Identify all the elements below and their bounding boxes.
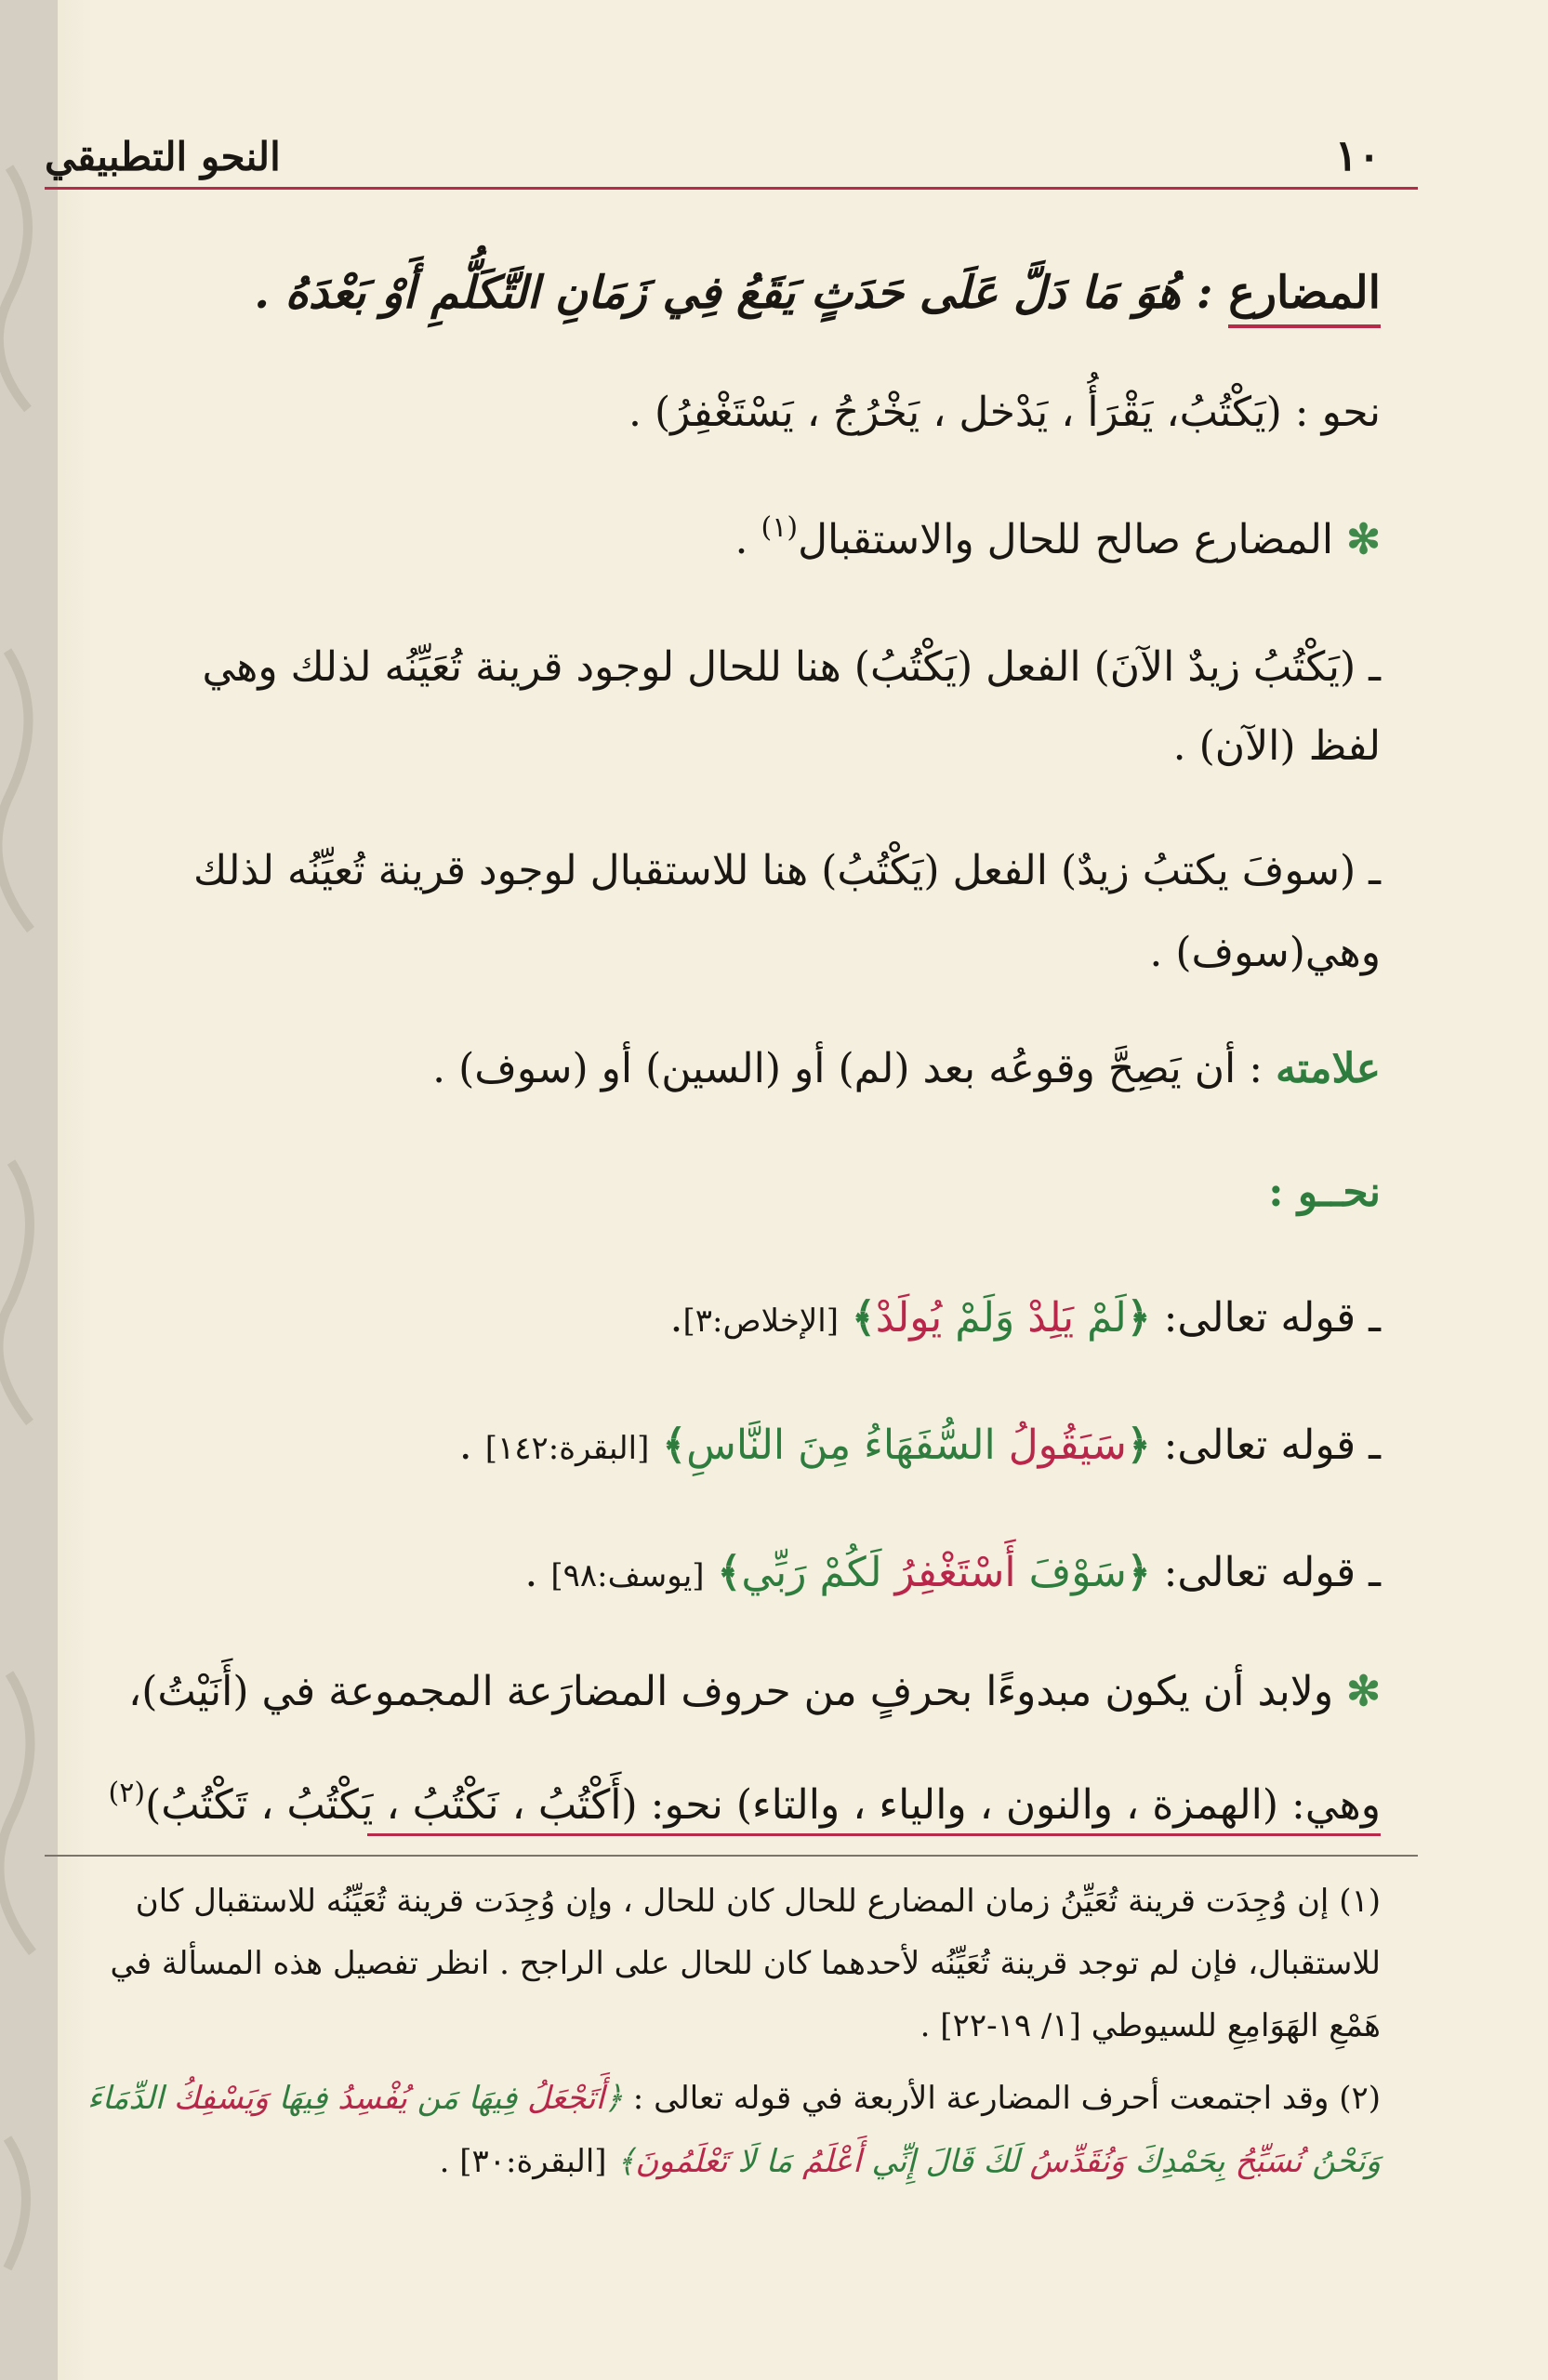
running-header bbox=[45, 130, 1418, 188]
fn-verse-part: وَنَحْنُ bbox=[1302, 2143, 1381, 2180]
star-icon: ✻ bbox=[1346, 1668, 1381, 1715]
header-rule bbox=[45, 187, 1418, 190]
definition-term: المضارع bbox=[1228, 267, 1381, 328]
verse-part: لَمْ bbox=[1074, 1294, 1127, 1342]
fn-verse-part: فِيهَا bbox=[268, 2080, 338, 2117]
page-number: ١٠ bbox=[1334, 130, 1381, 180]
note-1 bbox=[45, 500, 1381, 568]
verse-prefix: ـ قوله تعالى: bbox=[1150, 1294, 1381, 1342]
verse-open-bracket: ﴿ bbox=[1126, 1549, 1151, 1596]
note-2-line-1 bbox=[45, 1664, 1381, 1720]
verse-prefix: ـ قوله تعالى: bbox=[1150, 1549, 1381, 1596]
verse-end: . bbox=[524, 1549, 551, 1596]
verse-part: يُولَدْ bbox=[875, 1294, 943, 1342]
footnote-2-line-1 bbox=[45, 2073, 1381, 2123]
footnote-ref-2[interactable]: (٢) bbox=[108, 1777, 146, 1809]
example-3-line-1: ـ (سوفَ يكتبُ زيدٌ) الفعل (يَكْتُبُ) هنا للاستقبال لوجود قرينة تُعيِّنُه لذلك bbox=[193, 847, 1381, 894]
footnote-2-line-2 bbox=[45, 2136, 1381, 2187]
footnote-2-end: . bbox=[439, 2143, 460, 2180]
verse-open-bracket: ﴿ bbox=[1126, 1421, 1151, 1469]
verse-part: أَسْتَغْفِرُ bbox=[894, 1549, 1016, 1596]
fn-verse-part: أَتَجْعَلُ bbox=[527, 2080, 605, 2117]
example-2-line-1: ـ (يَكْتُبُ زيدٌ الآنَ) الفعل (يَكْتُبُ) هنا للحال لوجود قرينة تُعَيِّنُه لذلك وهي bbox=[202, 643, 1381, 691]
fn-verse-part: الدِّمَاءَ bbox=[86, 2080, 174, 2117]
verse-close-bracket: ﴾ bbox=[717, 1549, 742, 1596]
verse-open-bracket: ﴿ bbox=[1126, 1294, 1151, 1342]
fn-verse-part: أَعْلَمُ bbox=[802, 2143, 862, 2180]
verse-part: سَيَقُولُ bbox=[1008, 1421, 1127, 1469]
nahw-label: نحــو : bbox=[1268, 1169, 1381, 1216]
verse-close-bracket: ﴾ bbox=[852, 1294, 876, 1342]
fn-verse-part: بِحَمْدِكَ bbox=[1124, 2143, 1236, 2180]
footnote-2-prefix: (٢) وقد اجتمعت أحرف المضارعة الأربعة في قوله تعالى : bbox=[623, 2080, 1381, 2117]
verse-end: . bbox=[458, 1421, 485, 1469]
fn-verse-part: ﴾ bbox=[616, 2143, 636, 2180]
verse-part: يَلِدْ bbox=[1027, 1294, 1075, 1342]
footnote-1-line-3: هَمْعِ الهَوَامِعِ للسيوطي [١/ ١٩-٢٢] . bbox=[920, 2007, 1381, 2044]
note-1-end: . bbox=[734, 516, 761, 563]
example-3-line-2: وهي(سوف) . bbox=[1149, 929, 1381, 976]
example-2-line-2: لفظ (الآن) . bbox=[1172, 722, 1381, 770]
fn-verse-part: وَنُقَدِّسُ bbox=[1029, 2143, 1125, 2180]
footnote-2-ref: [البقرة:٣٠] bbox=[459, 2143, 607, 2180]
verse-3 bbox=[45, 1545, 1381, 1604]
verse-reference: [الإخلاص:٣] bbox=[682, 1302, 840, 1340]
verse-reference: [يوسف:٩٨] bbox=[550, 1557, 705, 1594]
verse-part: وَلَمْ bbox=[942, 1294, 1028, 1342]
sign-text: : أن يَصِحَّ وقوعُه بعد (لم) أو (السين) أو (سوف) . bbox=[432, 1045, 1277, 1092]
verse-1 bbox=[45, 1290, 1381, 1349]
verse-end: . bbox=[669, 1294, 683, 1342]
verse-part: سَوْفَ bbox=[1015, 1549, 1127, 1596]
star-icon: ✻ bbox=[1346, 516, 1381, 563]
note-2-line-2 bbox=[45, 1765, 1381, 1833]
definition-colon: : bbox=[1181, 267, 1229, 319]
note-1-text: المضارع صالح للحال والاستقبال bbox=[798, 516, 1334, 563]
sign-line bbox=[45, 1041, 1381, 1097]
footnote-1-line-2: للاستقبال، فإن لم توجد قرينة تُعَيِّنُه لأحدهما كان للحال على الراجح . انظر تفصيل هذه المسألة في bbox=[110, 1945, 1381, 1982]
definition-text: هُوَ مَا دَلَّ عَلَى حَدَثٍ يَقَعُ فِي زَمَانِ التَّكَلُّمِ أَوْ بَعْدَهُ . bbox=[254, 267, 1182, 319]
fn-verse-part: لَكَ قَالَ إِنِّي bbox=[861, 2143, 1030, 2180]
fn-verse-part: نُسَبِّحُ bbox=[1235, 2143, 1303, 2180]
verse-part: السُّفَهَاءُ مِنَ النَّاسِ bbox=[686, 1421, 1009, 1469]
footnote-divider bbox=[45, 1855, 1418, 1857]
fn-verse-part: وَيَسْفِكُ bbox=[173, 2080, 269, 2117]
nahw-label-line bbox=[45, 1165, 1381, 1221]
fn-verse-part: تَعْلَمُونَ bbox=[635, 2143, 728, 2180]
note-2-text-2: وهي: (الهمزة ، والنون ، والياء ، والتاء) نحو: (أَكْتُبُ ، نَكْتُبُ ، يَكْتُبُ ، تَكْتُبُ) bbox=[145, 1781, 1381, 1829]
verse-part: لَكُمْ رَبِّي bbox=[741, 1549, 895, 1596]
example-line-1: نحو : (يَكْتُبُ، يَقْرَأُ ، يَدْخل ، يَخْرُجُ ، يَسْتَغْفِرُ) . bbox=[628, 389, 1381, 436]
verse-2 bbox=[45, 1418, 1381, 1476]
verse-reference: [البقرة:١٤٢] bbox=[484, 1430, 650, 1467]
fn-verse-part: مَا لَا bbox=[727, 2143, 803, 2180]
book-title: النحو التطبيقي bbox=[45, 134, 281, 179]
definition-line bbox=[45, 265, 1381, 323]
sign-label: علامته bbox=[1276, 1045, 1381, 1092]
footnote-ref-1[interactable]: (١) bbox=[761, 511, 799, 544]
footnote-1-line-1: (١) إن وُجِدَت قرينة تُعَيِّنُ زمان المضارع للحال كان للحال ، وإن وُجِدَت قرينة تُعَيِّنُه للاستقبال كان bbox=[135, 1883, 1381, 1920]
fn-verse-part: ﴿ bbox=[604, 2080, 623, 2117]
fn-verse-part: يُفْسِدُ bbox=[337, 2080, 407, 2117]
note-2-text-1: ولابد أن يكون مبدوءًا بحرفٍ من حروف المضارَعة المجموعة في (أَنَيْتُ)، bbox=[128, 1668, 1334, 1715]
verse-prefix: ـ قوله تعالى: bbox=[1150, 1421, 1381, 1469]
paragraph-underline bbox=[367, 1833, 1381, 1836]
fn-verse-part: فِيهَا مَن bbox=[407, 2080, 528, 2117]
verse-close-bracket: ﴾ bbox=[662, 1421, 687, 1469]
